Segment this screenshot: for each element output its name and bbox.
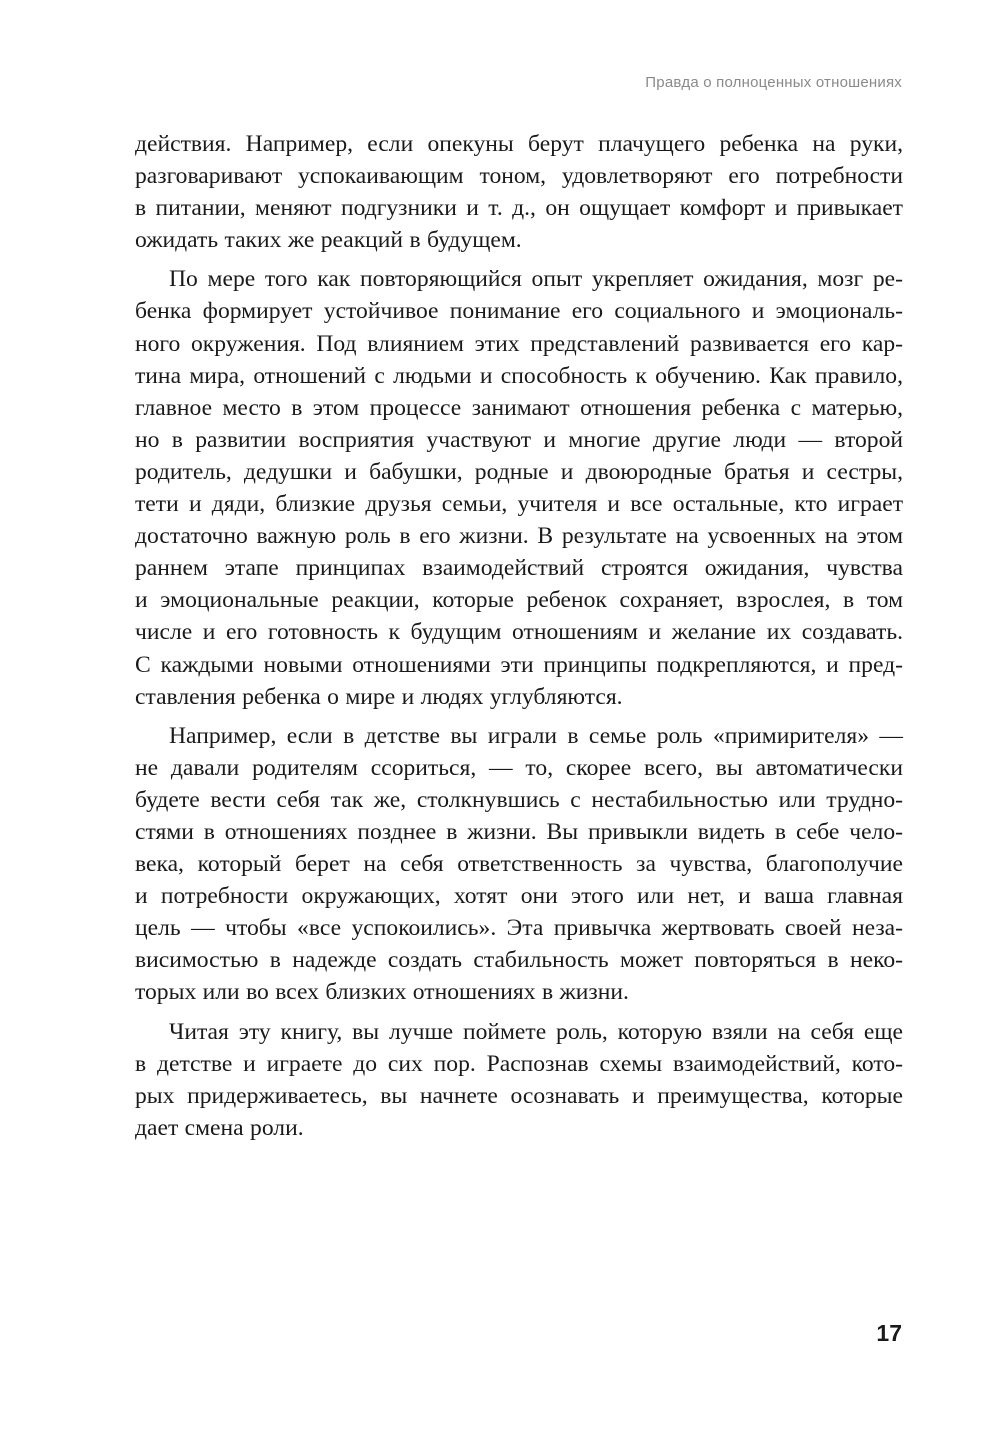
text-line: в питании, меняют подгузники и т. д., он ощущает комфорт и привыкает — [135, 195, 903, 222]
body-text — [135, 128, 903, 1144]
text-line: не давали родителям ссориться, — то, скорее всего, вы автоматически — [135, 754, 903, 781]
text-line: По мере того как повторяющийся опыт укрепляет ожидания, мозг ре- — [169, 266, 903, 293]
text-line: числе и его готовность к будущим отношениям и желание их создавать. — [135, 619, 903, 646]
text-line: ставления ребенка о мире и людях углубляются. — [135, 683, 623, 710]
text-line: бенка формирует устойчивое понимание его социального и эмоциональ- — [135, 298, 903, 325]
text-line: в детстве и играете до сих пор. Распознав схемы взаимодействий, кото- — [135, 1050, 903, 1077]
text-line: но в развитии восприятия участвуют и многие другие люди — второй — [135, 426, 903, 453]
text-line: будете вести себя так же, столкнувшись с нестабильностью или трудно- — [135, 786, 903, 813]
text-line: Например, если в детстве вы играли в семье роль «примирителя» — — [169, 722, 903, 749]
text-line: века, который берет на себя ответственность за чувства, благополучие — [135, 851, 903, 878]
page-number: 17 — [876, 1320, 902, 1346]
text-line: ного окружения. Под влиянием этих представлений развивается его кар- — [135, 330, 903, 357]
text-line: рых придерживаетесь, вы начнете осознавать и преимущества, которые — [135, 1082, 903, 1109]
text-line: цель — чтобы «все успокоились». Эта привычка жертвовать своей неза- — [135, 915, 903, 942]
text-line: висимостью в надежде создать стабильность может повторяться в неко- — [135, 947, 903, 974]
text-line: ожидать таких же реакций в будущем. — [135, 227, 522, 254]
text-line: тети и дяди, близкие друзья семьи, учителя и все остальные, кто играет — [135, 491, 903, 518]
text-line: стями в отношениях позднее в жизни. Вы привыкли видеть в себе чело- — [135, 818, 903, 845]
text-line: главное место в этом процессе занимают отношения ребенка с матерью, — [135, 394, 903, 421]
text-line: родитель, дедушки и бабушки, родные и двоюродные братья и сестры, — [135, 458, 903, 485]
text-line: и потребности окружающих, хотят они этого или нет, и ваша главная — [135, 883, 903, 910]
text-line: Читая эту книгу, вы лучше поймете роль, которую взяли на себя еще — [169, 1018, 903, 1045]
text-line: дает смена роли. — [135, 1114, 304, 1141]
text-line: действия. Например, если опекуны берут плачущего ребенка на руки, — [135, 131, 903, 157]
paragraph-1 — [135, 128, 903, 256]
text-line: достаточно важную роль в его жизни. В результате на усвоенных на этом — [135, 523, 903, 550]
text-line: разговаривают успокаивающим тоном, удовлетворяют его потребности — [135, 163, 903, 190]
text-line: тина мира, отношений с людьми и способность к обучению. Как правило, — [135, 362, 903, 389]
paragraph-2 — [135, 263, 903, 712]
paragraph-3 — [135, 720, 903, 1009]
text-line: торых или во всех близких отношениях в жизни. — [135, 979, 629, 1006]
paragraph-4 — [135, 1016, 903, 1144]
text-line: раннем этапе принципах взаимодействий строятся ожидания, чувства — [135, 555, 903, 582]
text-line: С каждыми новыми отношениями эти принципы подкрепляются, и пред- — [135, 651, 903, 678]
text-line: и эмоциональные реакции, которые ребенок сохраняет, взрослея, в том — [135, 587, 903, 614]
running-header: Правда о полноценных отношениях — [645, 74, 902, 91]
